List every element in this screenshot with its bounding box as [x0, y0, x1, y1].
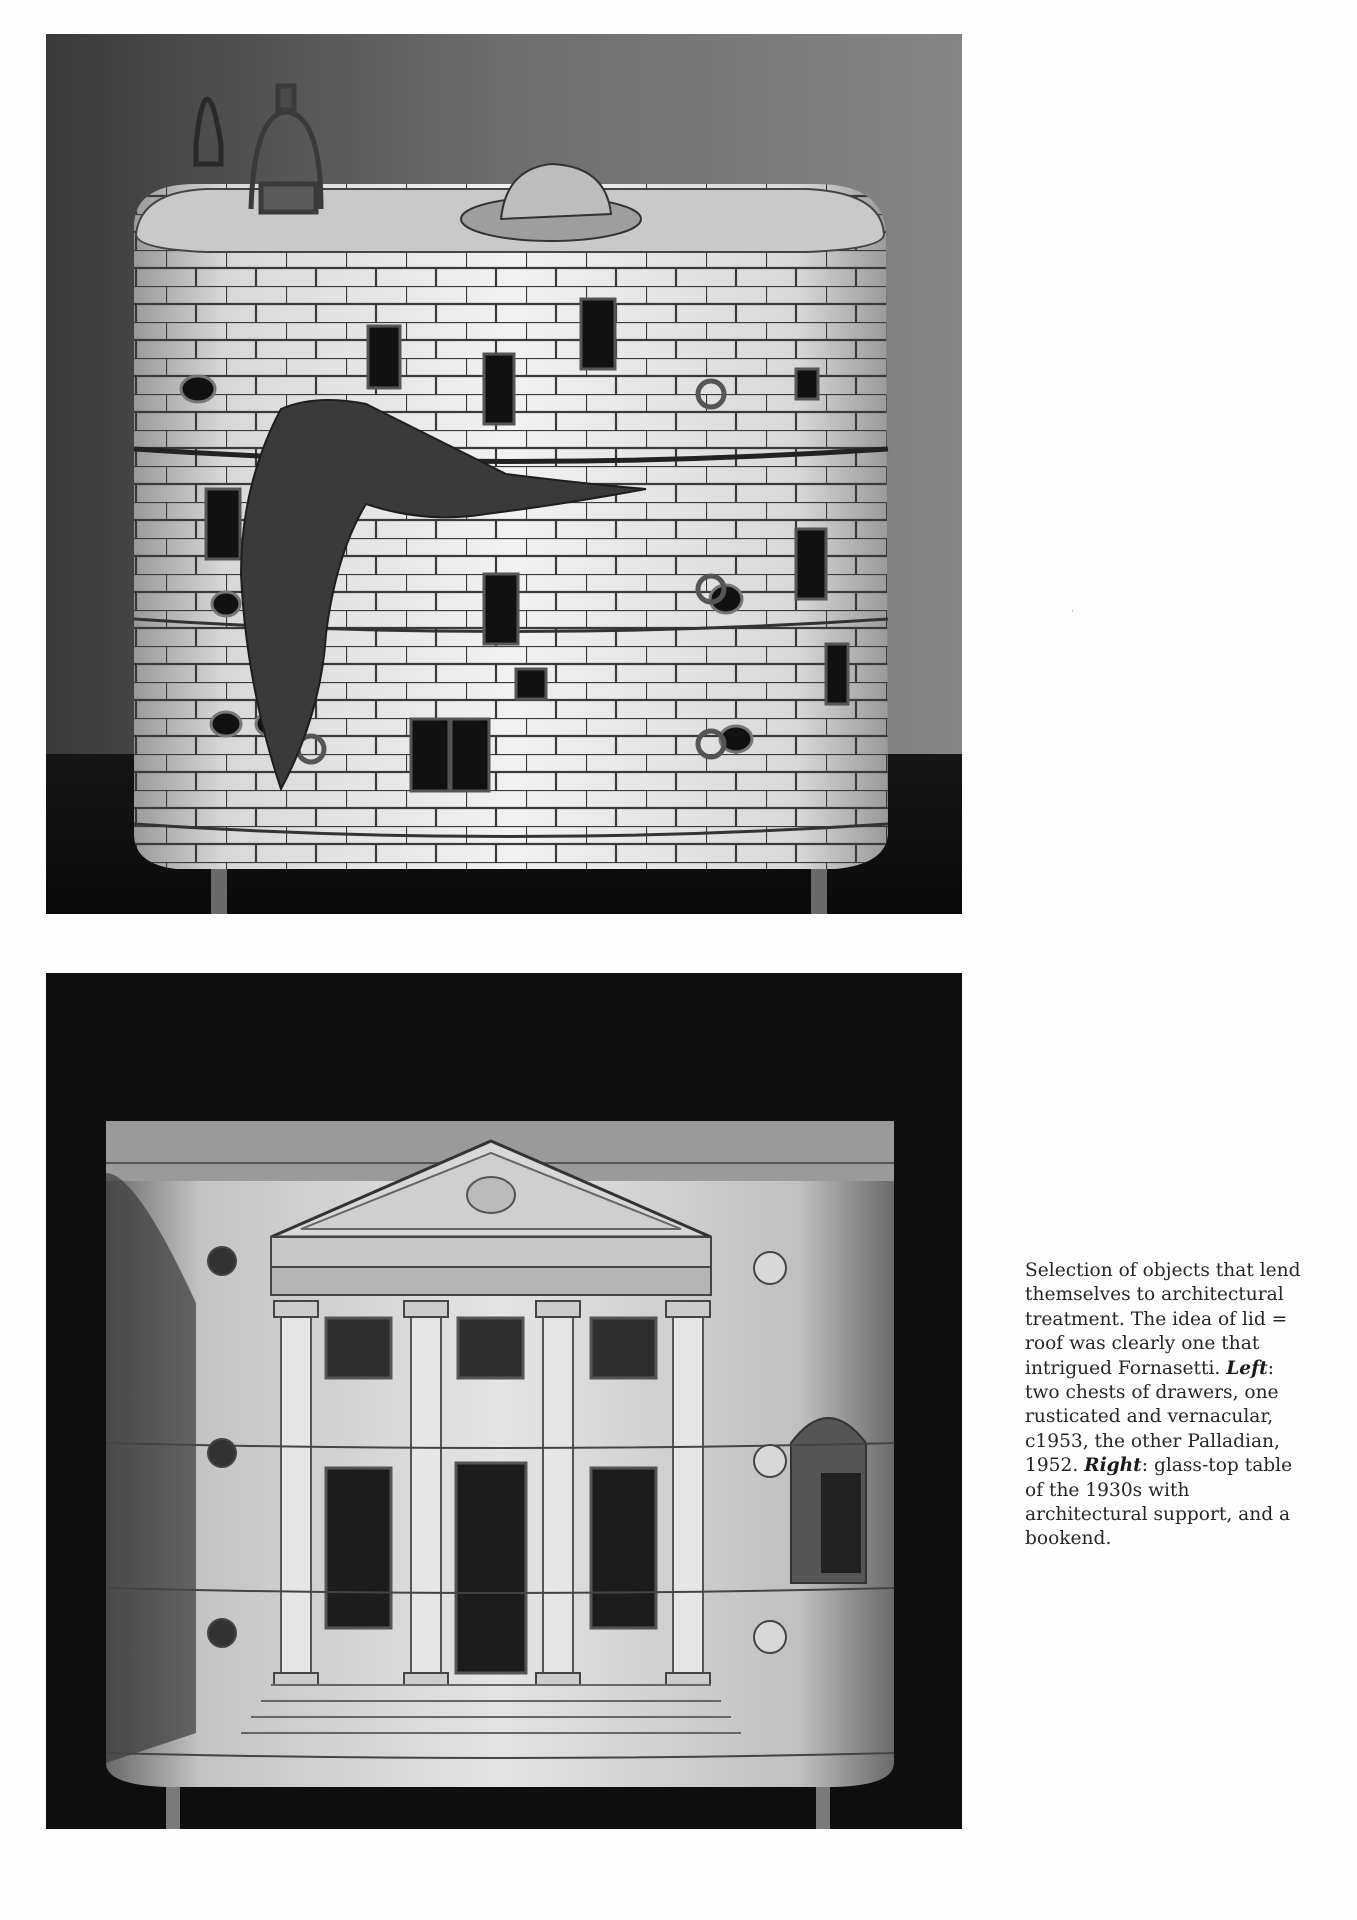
photo-caption [1025, 1259, 1310, 1552]
palladian-chest-illustration [46, 973, 962, 1829]
rusticated-chest-illustration [46, 34, 962, 914]
caption-left-label: Left [1226, 1357, 1268, 1379]
photo-rusticated-chest [46, 34, 962, 914]
caption-right-text: : glass-top table of the 1930s with architectural support, and a bookend. [1025, 1455, 1293, 1550]
caption-intro: Selection of objects that lend themselves to architectural treatment. The idea of lid = roof was clearly one that intrigued Fornasetti. [1025, 1260, 1301, 1379]
caption-right-label: Right [1084, 1455, 1142, 1477]
print-speck: , [1071, 603, 1075, 614]
photo-palladian-chest [46, 973, 962, 1829]
caption-left-text: : two chests of drawers, one rusticated and vernacular, c1953, the other Palladian, 1952. [1025, 1357, 1280, 1477]
